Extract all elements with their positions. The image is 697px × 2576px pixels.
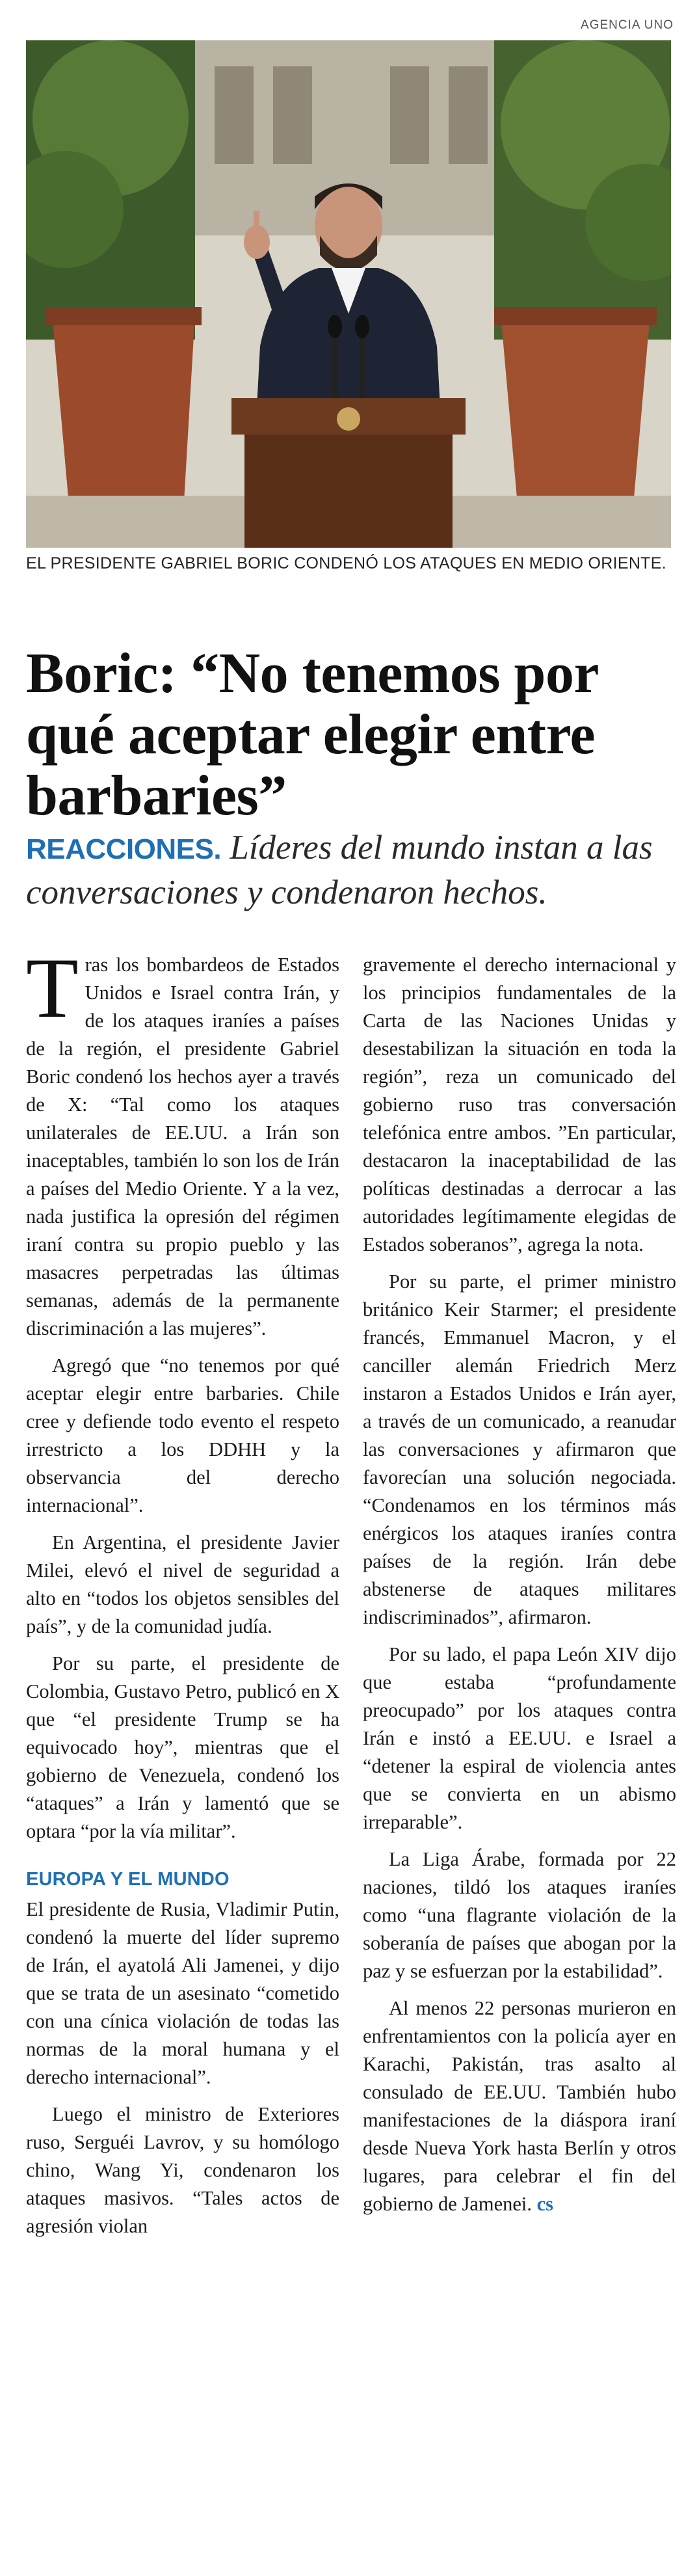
paragraph: Por su lado, el papa León XIV dijo que estaba “profundamente preocupado” por los ataques contra Irán e instó a EE.UU. e Israel a “detener la espiral de violencia antes que se convierta en un abismo irreparable”. [363,1643,676,1833]
news-photo [26,40,671,548]
end-mark: cs [536,2193,554,2215]
column-left [26,940,340,2249]
subheadline [26,826,676,914]
photo-credit: AGENCIA UNO [581,18,674,32]
paragraph: Luego el ministro de Exteriores ruso, Serguéi Lavrov, y su homólogo chino, Wang Yi, condenaron los ataques masivos. “Tales actos de agresión violan [26,2103,339,2237]
paragraph [26,940,339,1343]
paragraph: La Liga Árabe, formada por 22 naciones, tildó los ataques iraníes como “una flagrante violación de la soberanía de países que abogan por la paz y se esfuerzan por la estabilidad”. [363,1848,676,1982]
paragraph: Por su parte, el presidente de Colombia, Gustavo Petro, publicó en X que “el presidente Trump se ha equivocado hoy”, mientras que el gobierno de Venezuela, condenó los “ataques” a Irán y lamentó que se optara “por la vía militar”. [26,1652,340,1842]
paragraph: El presidente de Rusia, Vladimir Putin, condenó la muerte del líder supremo de Irán, el ayatolá Ali Jamenei, y dijo que se trata de un asesinato “cometido con una cínica violación de todas las normas de la moral humana y el derecho internacional”. [26,1898,339,2088]
subhead-text: Líderes del mundo instan a las conversaciones y condenaron hechos. [26,829,653,911]
photo-illustration [26,40,671,548]
paragraph: Por su parte, el primer ministro británico Keir Starmer; el presidente francés, Emmanuel Macron, y el canciller alemán Friedrich Merz instaron a Estados Unidos e Irán ayer, a través de un comunicado, a reanudar las conversaciones y afirmaron que favorecían una solución negociada. “Condenamos en los términos más enérgicos los ataques iraníes contra países de la región. Irán debe abstenerse de ataques militares indiscriminados”, afirmaron. [363,1270,676,1628]
drop-cap: T [26,940,79,1036]
paragraph-text: Al menos 22 personas murieron en enfrentamientos con la policía ayer en Karachi, Pakistán, tras asalto al consulado de EE.UU. También hubo manifestaciones de la diáspora iraní desde Nueva York hasta Berlín y otros lugares, para celebrar el fin del gobierno de Jamenei. [363,1997,676,2215]
headline: Boric: “No tenemos por qué aceptar elegir entre barbaries” [26,641,598,827]
section-heading: EUROPA Y EL MUNDO [26,1869,230,1890]
paragraph: gravemente el derecho internacional y los principios fundamentales de la Carta de las Naciones Unidas y desestabilizan la situación en toda la región”, reza un comunicado del gobierno ruso tras conversación telefónica entre ambos. ”En particular, destacaron la inaceptabilidad de las políticas destinadas a derrocar a las autoridades legítimamente elegidas de Estados soberanos”, agrega la nota. [363,954,676,1255]
photo-caption: EL PRESIDENTE GABRIEL BORIC CONDENÓ LOS ATAQUES EN MEDIO ORIENTE. [26,554,666,572]
column-right [363,951,676,2249]
paragraph-text: ras los bombardeos de Estados Unidos e Israel contra Irán, y de los ataques iraníes a países de la región, el presidente Gabriel Boric condenó los hechos ayer a través de X: “Tal como los ataques unilaterales de EE.UU. a Irán son inaceptables, también lo son los de Irán a países del Medio Oriente. Y a la vez, nada justifica la opresión del régimen iraní contra su propio pueblo y las masacres perpetradas las últimas semanas, además de la permanente discriminación a las mujeres”. [26,954,339,1339]
subhead-kicker: REACCIONES. [26,833,222,865]
paragraph [363,1994,676,2218]
paragraph: En Argentina, el presidente Javier Milei, elevó el nivel de seguridad a alto en “todos los objetos sensibles del país”, y de la comunidad judía. [26,1531,339,1637]
paragraph: Agregó que “no tenemos por qué aceptar elegir entre barbaries. Chile cree y defiende todo evento el respeto irrestricto a los DDHH y la observancia del derecho internacional”. [26,1354,339,1516]
article-body [26,940,676,2249]
